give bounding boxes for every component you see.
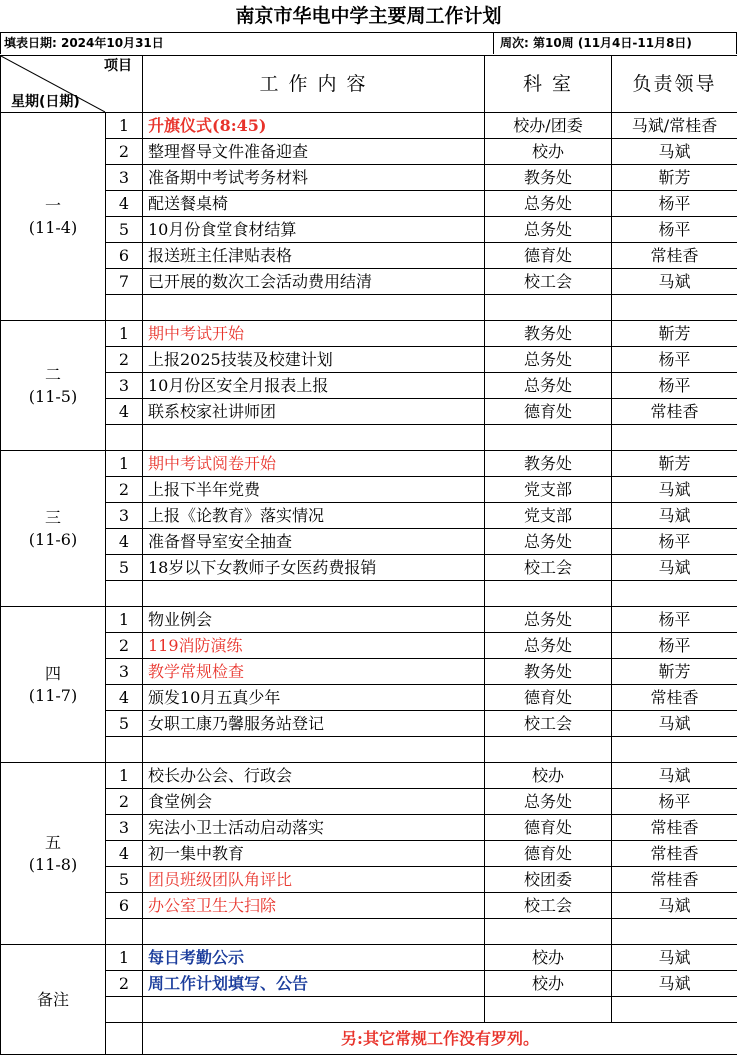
- leader: 马斌: [612, 893, 737, 919]
- leader: [612, 581, 737, 607]
- row-number: 3: [106, 815, 143, 841]
- task-content: 119消防演练: [143, 633, 485, 659]
- table-row: [1, 113, 737, 139]
- department: [485, 425, 612, 451]
- note-row: [1, 1023, 737, 1055]
- day-cell: [1, 763, 106, 945]
- leader: 杨平: [612, 789, 737, 815]
- row-number: [106, 919, 143, 945]
- row-number: 2: [106, 789, 143, 815]
- department: 党支部: [485, 503, 612, 529]
- task-content: [143, 919, 485, 945]
- row-number: 1: [106, 113, 143, 139]
- department: 总务处: [485, 217, 612, 243]
- department: 校办: [485, 139, 612, 165]
- row-number: 1: [106, 763, 143, 789]
- department: 德育处: [485, 685, 612, 711]
- header-day-label: 星期(日期): [11, 94, 80, 110]
- department: 校工会: [485, 555, 612, 581]
- day-date: (11-4): [1, 217, 105, 239]
- day-date: (11-6): [1, 529, 105, 551]
- task-content: 18岁以下女教师子女医药费报销: [143, 555, 485, 581]
- row-number: 2: [106, 139, 143, 165]
- department: 校工会: [485, 711, 612, 737]
- row-number: 5: [106, 555, 143, 581]
- task-content: 上报《论教育》落实情况: [143, 503, 485, 529]
- row-number: 6: [106, 893, 143, 919]
- task-content: 物业例会: [143, 607, 485, 633]
- task-content: 周工作计划填写、公告: [143, 971, 485, 997]
- task-content: 女职工康乃馨服务站登记: [143, 711, 485, 737]
- row-number: 4: [106, 841, 143, 867]
- task-content: 颁发10月五真少年: [143, 685, 485, 711]
- department: 教务处: [485, 451, 612, 477]
- task-content: 10月份食堂食材结算: [143, 217, 485, 243]
- task-content: [143, 737, 485, 763]
- table-row: [1, 945, 737, 971]
- leader: 杨平: [612, 529, 737, 555]
- task-content: 已开展的数次工会活动费用结清: [143, 269, 485, 295]
- leader: 靳芳: [612, 451, 737, 477]
- table-row: [1, 841, 737, 867]
- leader: 马斌: [612, 971, 737, 997]
- department: 总务处: [485, 789, 612, 815]
- day-date: (11-7): [1, 685, 105, 707]
- task-content: 准备督导室安全抽查: [143, 529, 485, 555]
- department: [485, 295, 612, 321]
- leader: 马斌: [612, 555, 737, 581]
- remarks-note: 另:其它常规工作没有罗列。: [143, 1023, 737, 1055]
- leader: 马斌: [612, 139, 737, 165]
- task-content: 期中考试阅卷开始: [143, 451, 485, 477]
- department: 校办: [485, 945, 612, 971]
- table-row: [1, 711, 737, 737]
- leader: 马斌: [612, 269, 737, 295]
- leader: 杨平: [612, 217, 737, 243]
- row-number: 1: [106, 945, 143, 971]
- table-row: [1, 997, 737, 1023]
- department: 德育处: [485, 399, 612, 425]
- header-leader: 负责领导: [612, 56, 737, 113]
- department: [485, 919, 612, 945]
- department: 校办: [485, 971, 612, 997]
- department: [485, 737, 612, 763]
- task-content: 升旗仪式(8:45): [143, 113, 485, 139]
- row-number: 2: [106, 347, 143, 373]
- row-number: [106, 425, 143, 451]
- task-content: 每日考勤公示: [143, 945, 485, 971]
- table-row: [1, 529, 737, 555]
- table-row: [1, 581, 737, 607]
- department: 校团委: [485, 867, 612, 893]
- leader: 杨平: [612, 191, 737, 217]
- department: 教务处: [485, 659, 612, 685]
- table-row: [1, 269, 737, 295]
- leader: 常桂香: [612, 685, 737, 711]
- task-content: 联系校家社讲师团: [143, 399, 485, 425]
- leader: 常桂香: [612, 243, 737, 269]
- row-number: 5: [106, 217, 143, 243]
- note-number-cell: [106, 1023, 143, 1055]
- leader: 杨平: [612, 373, 737, 399]
- table-row: [1, 763, 737, 789]
- task-content: 期中考试开始: [143, 321, 485, 347]
- task-content: [143, 425, 485, 451]
- task-content: 10月份区安全月报表上报: [143, 373, 485, 399]
- leader: 常桂香: [612, 399, 737, 425]
- leader: [612, 919, 737, 945]
- task-content: 上报2025技装及校建计划: [143, 347, 485, 373]
- table-row: [1, 633, 737, 659]
- task-content: 整理督导文件准备迎查: [143, 139, 485, 165]
- department: 总务处: [485, 373, 612, 399]
- day-date: (11-8): [1, 854, 105, 876]
- fill-date: 填表日期: 2024年10月31日: [4, 33, 164, 54]
- department: [485, 581, 612, 607]
- department: 总务处: [485, 633, 612, 659]
- header-dept: 科 室: [485, 56, 612, 113]
- leader: [612, 737, 737, 763]
- row-number: 4: [106, 685, 143, 711]
- row-number: 3: [106, 165, 143, 191]
- row-number: 2: [106, 971, 143, 997]
- task-content: 食堂例会: [143, 789, 485, 815]
- leader: [612, 295, 737, 321]
- table-row: [1, 737, 737, 763]
- day-cell: [1, 451, 106, 607]
- row-number: 2: [106, 477, 143, 503]
- header-content: 工 作 内 容: [143, 56, 485, 113]
- leader: 马斌: [612, 711, 737, 737]
- remarks-label: 备注: [1, 945, 106, 1055]
- row-number: [106, 581, 143, 607]
- task-content: 报送班主任津贴表格: [143, 243, 485, 269]
- table-row: [1, 451, 737, 477]
- task-content: 上报下半年党费: [143, 477, 485, 503]
- leader: 马斌: [612, 503, 737, 529]
- table-row: [1, 607, 737, 633]
- leader: 杨平: [612, 607, 737, 633]
- leader: 常桂香: [612, 815, 737, 841]
- task-content: 宪法小卫士活动启动落实: [143, 815, 485, 841]
- row-number: 4: [106, 529, 143, 555]
- work-plan-table: [0, 55, 737, 1055]
- department: 校工会: [485, 893, 612, 919]
- day-name: 三: [1, 507, 105, 529]
- department: 校办/团委: [485, 113, 612, 139]
- meta-divider: [493, 32, 494, 54]
- table-row: [1, 217, 737, 243]
- row-number: 1: [106, 607, 143, 633]
- row-number: 1: [106, 321, 143, 347]
- week-info: 周次: 第10周 (11月4日-11月8日): [500, 33, 692, 54]
- task-content: [143, 295, 485, 321]
- leader: 靳芳: [612, 321, 737, 347]
- leader: 马斌: [612, 945, 737, 971]
- row-number: [106, 997, 143, 1023]
- row-number: 3: [106, 373, 143, 399]
- row-number: 5: [106, 711, 143, 737]
- leader: 杨平: [612, 633, 737, 659]
- task-content: [143, 581, 485, 607]
- day-name: 二: [1, 364, 105, 386]
- table-row: [1, 243, 737, 269]
- row-number: 6: [106, 243, 143, 269]
- department: 总务处: [485, 191, 612, 217]
- task-content: 团员班级团队角评比: [143, 867, 485, 893]
- table-row: [1, 659, 737, 685]
- row-number: [106, 737, 143, 763]
- table-row: [1, 191, 737, 217]
- row-number: 5: [106, 867, 143, 893]
- task-content: 办公室卫生大扫除: [143, 893, 485, 919]
- table-row: [1, 139, 737, 165]
- header-diagonal-cell: [1, 56, 143, 113]
- table-row: [1, 789, 737, 815]
- task-content: 教学常规检查: [143, 659, 485, 685]
- leader: 杨平: [612, 347, 737, 373]
- table-row: [1, 503, 737, 529]
- department: 教务处: [485, 165, 612, 191]
- department: 总务处: [485, 607, 612, 633]
- day-name: 一: [1, 195, 105, 217]
- row-number: [106, 295, 143, 321]
- table-row: [1, 685, 737, 711]
- task-content: 配送餐桌椅: [143, 191, 485, 217]
- leader: 马斌: [612, 763, 737, 789]
- header-item-label: 项目: [104, 58, 132, 74]
- table-row: [1, 919, 737, 945]
- table-row: [1, 893, 737, 919]
- leader: 马斌/常桂香: [612, 113, 737, 139]
- table-row: [1, 425, 737, 451]
- table-row: [1, 295, 737, 321]
- day-cell: [1, 321, 106, 451]
- row-number: 1: [106, 451, 143, 477]
- department: 教务处: [485, 321, 612, 347]
- day-date: (11-5): [1, 386, 105, 408]
- department: 德育处: [485, 243, 612, 269]
- day-name: 四: [1, 663, 105, 685]
- department: 总务处: [485, 529, 612, 555]
- row-number: 4: [106, 191, 143, 217]
- leader: [612, 425, 737, 451]
- table-row: [1, 347, 737, 373]
- department: 党支部: [485, 477, 612, 503]
- leader: 靳芳: [612, 659, 737, 685]
- task-content: 准备期中考试考务材料: [143, 165, 485, 191]
- row-number: 3: [106, 659, 143, 685]
- page-title: 南京市华电中学主要周工作计划: [0, 0, 737, 32]
- row-number: 2: [106, 633, 143, 659]
- row-number: 4: [106, 399, 143, 425]
- table-row: [1, 815, 737, 841]
- leader: 常桂香: [612, 867, 737, 893]
- table-row: [1, 373, 737, 399]
- leader: [612, 997, 737, 1023]
- table-row: [1, 477, 737, 503]
- department: 校工会: [485, 269, 612, 295]
- department: [485, 997, 612, 1023]
- day-cell: [1, 607, 106, 763]
- task-content: 校长办公会、行政会: [143, 763, 485, 789]
- department: 总务处: [485, 347, 612, 373]
- leader: 靳芳: [612, 165, 737, 191]
- table-row: [1, 165, 737, 191]
- table-row: [1, 399, 737, 425]
- table-row: [1, 555, 737, 581]
- row-number: 7: [106, 269, 143, 295]
- department: 德育处: [485, 815, 612, 841]
- department: 校办: [485, 763, 612, 789]
- table-row: [1, 321, 737, 347]
- task-content: [143, 997, 485, 1023]
- day-cell: [1, 113, 106, 321]
- day-name: 五: [1, 832, 105, 854]
- table-row: [1, 971, 737, 997]
- header-row: [1, 56, 737, 113]
- leader: 常桂香: [612, 841, 737, 867]
- table-row: [1, 867, 737, 893]
- row-number: 3: [106, 503, 143, 529]
- task-content: 初一集中教育: [143, 841, 485, 867]
- leader: 马斌: [612, 477, 737, 503]
- department: 德育处: [485, 841, 612, 867]
